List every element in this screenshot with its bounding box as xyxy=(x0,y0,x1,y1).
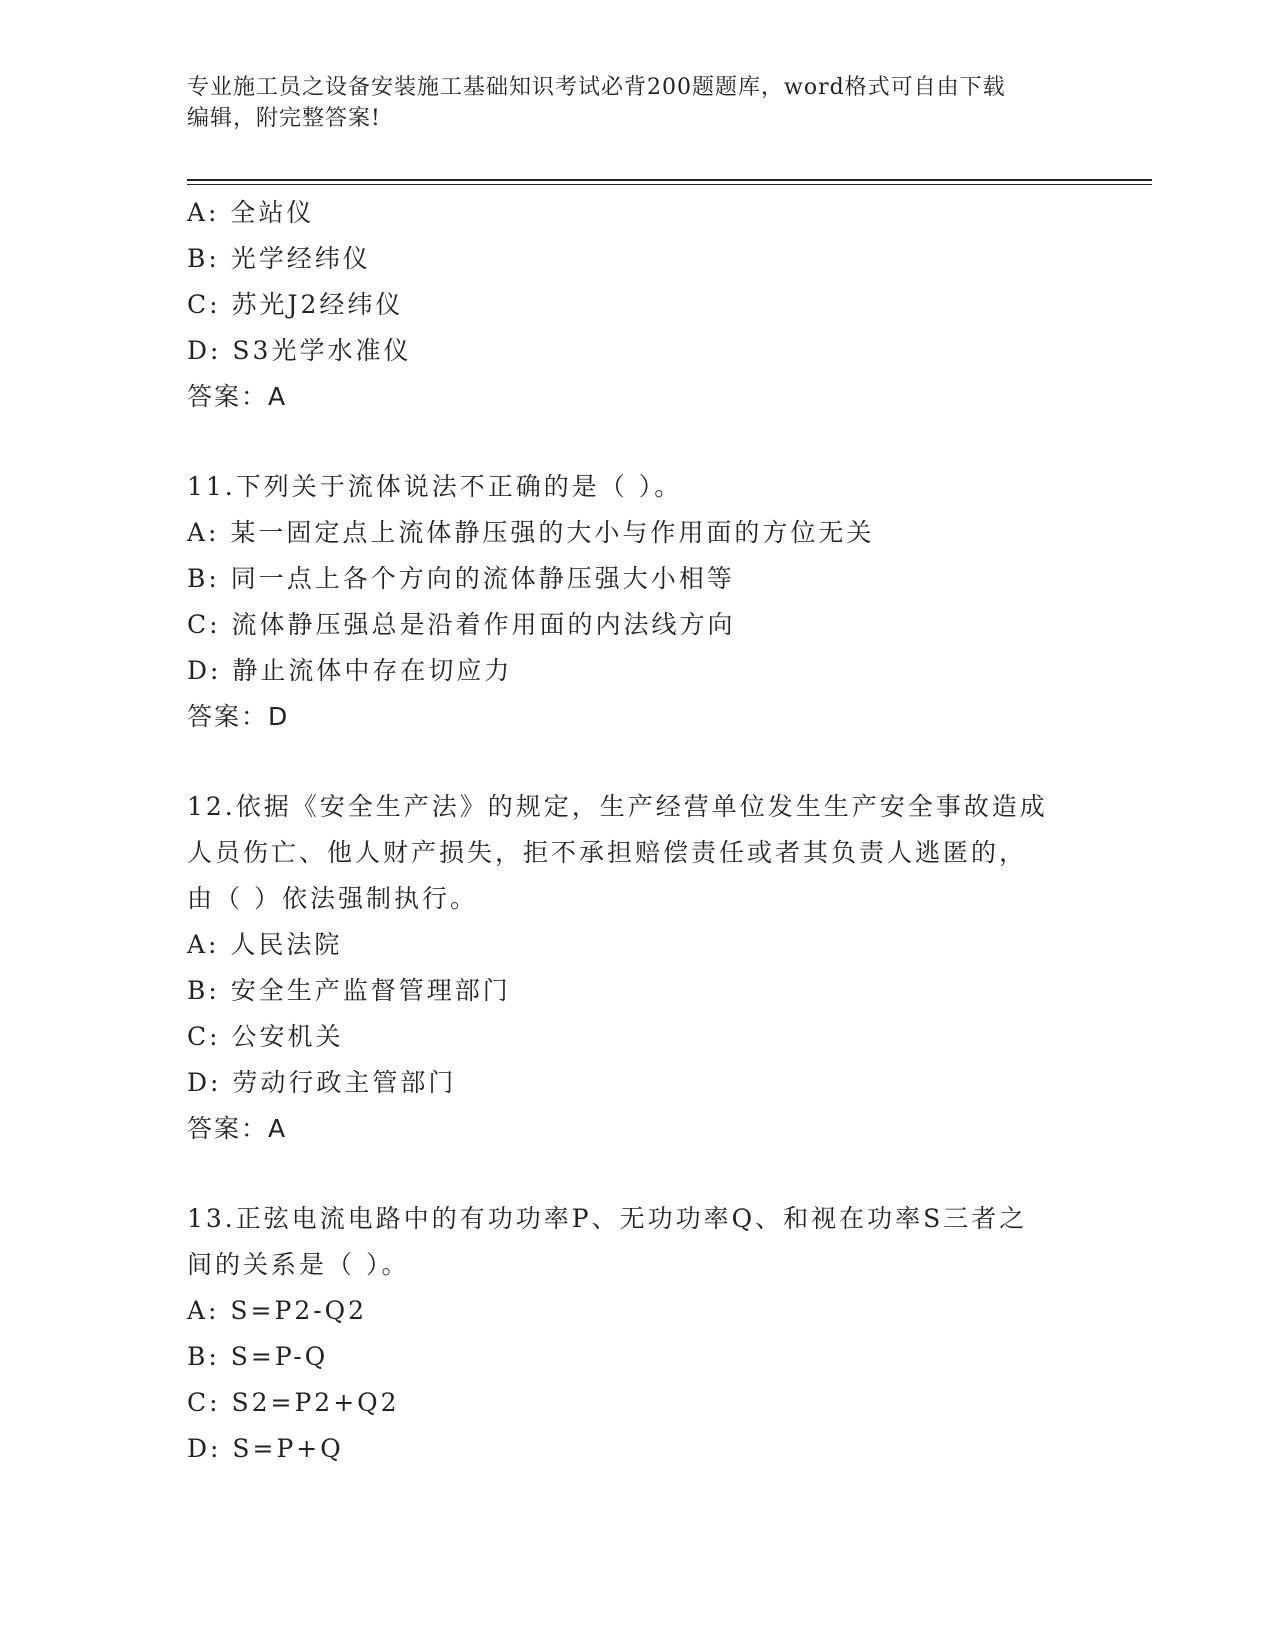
answer: 答案：D xyxy=(187,702,290,731)
option-b: B: 光学经纬仪 xyxy=(187,244,371,273)
option-b: B: 安全生产监督管理部门 xyxy=(187,976,511,1005)
question-13 xyxy=(187,1196,1087,1472)
option-c: C: 苏光J2经纬仪 xyxy=(187,290,404,319)
question-stem-line-1: 12.依据《安全生产法》的规定，生产经营单位发生生产安全事故造成 xyxy=(187,792,1048,821)
question-12 xyxy=(187,784,1087,1152)
question-stem-line-1: 13.正弦电流电路中的有功功率P、无功功率Q、和视在功率S三者之 xyxy=(187,1204,1028,1233)
question-10 xyxy=(187,190,1087,420)
question-list xyxy=(187,190,1087,1472)
question-11 xyxy=(187,464,1087,740)
option-d: D: S=P+Q xyxy=(187,1434,344,1463)
header-rule-thin xyxy=(187,184,1152,185)
document-header xyxy=(187,72,1087,134)
option-c: C: 公安机关 xyxy=(187,1022,344,1051)
option-d: D: 劳动行政主管部门 xyxy=(187,1068,457,1097)
question-stem-line-2: 间的关系是（ ）。 xyxy=(187,1250,410,1279)
option-a: A: 人民法院 xyxy=(187,930,343,959)
option-a: A: 全站仪 xyxy=(187,198,315,227)
question-stem-line-2: 人员伤亡、他人财产损失，拒不承担赔偿责任或者其负责人逃匿的， xyxy=(187,838,1028,867)
header-rule-thick xyxy=(187,179,1152,181)
option-c: C: 流体静压强总是沿着作用面的内法线方向 xyxy=(187,610,736,639)
option-a: A: S=P2-Q2 xyxy=(187,1296,368,1325)
option-b: B: S=P-Q xyxy=(187,1342,329,1371)
option-c: C: S2=P2+Q2 xyxy=(187,1388,400,1417)
answer: 答案：A xyxy=(187,382,288,411)
option-b: B: 同一点上各个方向的流体静压强大小相等 xyxy=(187,564,735,593)
header-line-1: 专业施工员之设备安装施工基础知识考试必背200题题库，word格式可自由下载 xyxy=(187,75,1006,100)
option-a: A: 某一固定点上流体静压强的大小与作用面的方位无关 xyxy=(187,518,875,547)
header-line-2: 编辑，附完整答案! xyxy=(187,106,381,131)
answer: 答案：A xyxy=(187,1114,288,1143)
question-stem: 11.下列关于流体说法不正确的是（ ）。 xyxy=(187,472,683,501)
option-d: D: S3光学水准仪 xyxy=(187,336,412,365)
option-d: D: 静止流体中存在切应力 xyxy=(187,656,513,685)
question-stem-line-3: 由（ ）依法强制执行。 xyxy=(187,884,478,913)
